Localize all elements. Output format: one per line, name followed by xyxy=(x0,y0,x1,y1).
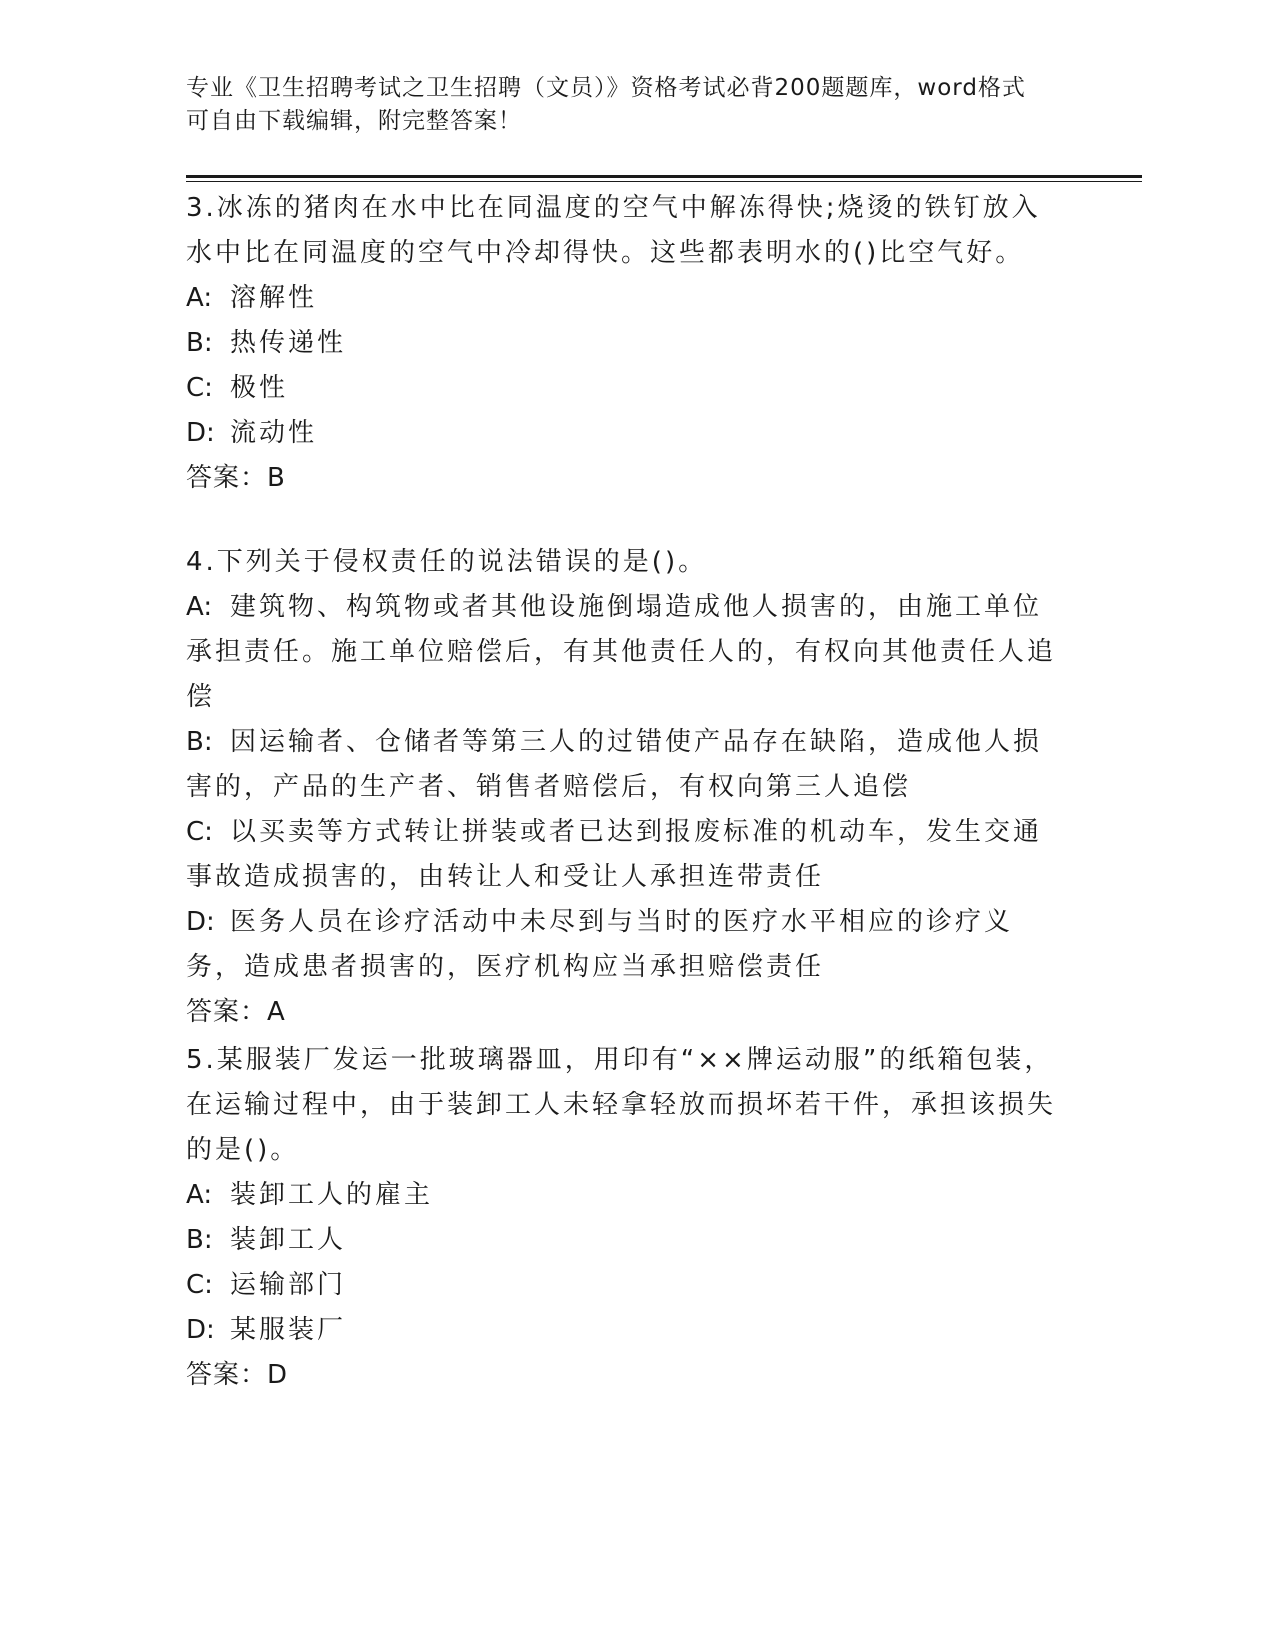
option-b xyxy=(186,321,1066,366)
option-letter: A: xyxy=(186,283,213,313)
option-text: 装卸工人的雇主 xyxy=(230,1180,434,1210)
option-text: 建筑物、构筑物或者其他设施倒塌造成他人损害的，由施工单位承担责任。施工单位赔偿后，有其他责任人的，有权向其他责任人追偿 xyxy=(186,592,1057,712)
header-divider-thin xyxy=(186,181,1142,182)
option-letter: C: xyxy=(186,817,213,847)
option-text: 流动性 xyxy=(230,418,318,448)
option-text: 因运输者、仓储者等第三人的过错使产品存在缺陷，造成他人损害的，产品的生产者、销售者赔偿后，有权向第三人追偿 xyxy=(186,727,1043,802)
answer-line: 答案：D xyxy=(186,1360,289,1390)
question-4 xyxy=(186,540,1066,1035)
header-line-2: 可自由下载编辑，附完整答案！ xyxy=(186,108,522,134)
option-c xyxy=(186,366,1066,411)
option-b xyxy=(186,1218,1066,1263)
question-stem: 5.某服装厂发运一批玻璃器皿，用印有“××牌运动服”的纸箱包装，在运输过程中，由于装卸工人未轻拿轻放而损坏若干件，承担该损失的是()。 xyxy=(186,1045,1057,1165)
option-letter: A: xyxy=(186,592,213,622)
option-text: 热传递性 xyxy=(230,328,347,358)
question-3 xyxy=(186,186,1066,501)
option-d xyxy=(186,411,1066,456)
option-d xyxy=(186,1308,1066,1353)
option-letter: C: xyxy=(186,373,213,403)
option-text: 医务人员在诊疗活动中未尽到与当时的医疗水平相应的诊疗义务，造成患者损害的，医疗机构应当承担赔偿责任 xyxy=(186,907,1014,982)
option-text: 以买卖等方式转让拼装或者已达到报废标准的机动车，发生交通事故造成损害的，由转让人和受让人承担连带责任 xyxy=(186,817,1043,892)
option-a xyxy=(186,585,1066,720)
answer-line: 答案：A xyxy=(186,997,286,1027)
option-text: 极性 xyxy=(230,373,289,403)
option-letter: B: xyxy=(186,328,213,358)
option-letter: A: xyxy=(186,1180,213,1210)
option-letter: D: xyxy=(186,418,215,448)
option-a xyxy=(186,1173,1066,1218)
option-text: 溶解性 xyxy=(230,283,318,313)
option-d xyxy=(186,900,1066,990)
option-c xyxy=(186,1263,1066,1308)
option-text: 某服装厂 xyxy=(230,1315,347,1345)
header-divider-thick xyxy=(186,175,1142,178)
question-5 xyxy=(186,1038,1066,1398)
option-a xyxy=(186,276,1066,321)
option-letter: B: xyxy=(186,1225,213,1255)
option-letter: D: xyxy=(186,1315,215,1345)
question-stem: 3.冰冻的猪肉在水中比在同温度的空气中解冻得快;烧烫的铁钉放入水中比在同温度的空气中冷却得快。这些都表明水的()比空气好。 xyxy=(186,193,1041,268)
question-stem: 4.下列关于侵权责任的说法错误的是()。 xyxy=(186,547,708,577)
option-letter: C: xyxy=(186,1270,213,1300)
option-letter: D: xyxy=(186,907,215,937)
option-text: 运输部门 xyxy=(230,1270,347,1300)
option-b xyxy=(186,720,1066,810)
document-header xyxy=(186,72,1066,138)
option-text: 装卸工人 xyxy=(230,1225,347,1255)
option-letter: B: xyxy=(186,727,213,757)
option-c xyxy=(186,810,1066,900)
answer-line: 答案：B xyxy=(186,463,286,493)
header-line-1: 专业《卫生招聘考试之卫生招聘（文员）》资格考试必背200题题库，word格式 xyxy=(186,75,1026,101)
